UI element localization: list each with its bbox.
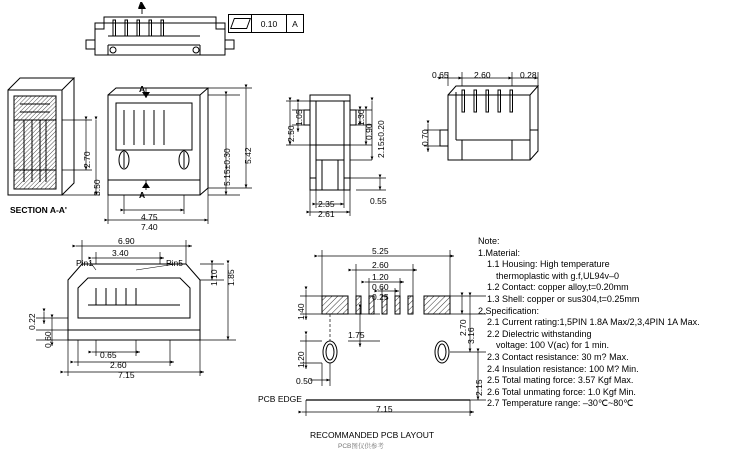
dim-1-10: 1.10 <box>209 269 219 286</box>
note-1-3: 1.3 Shell: copper or sus304,t=0.25mm <box>487 293 640 304</box>
top-view-outline <box>86 17 234 55</box>
notes-block <box>478 236 746 410</box>
dim-3-40: 3.40 <box>112 248 129 258</box>
end-view <box>440 86 538 160</box>
pcb-caption: RECOMMANDED PCB LAYOUT <box>310 430 435 440</box>
pcb-dim-2-60: 2.60 <box>372 260 389 270</box>
pcb-dim-2-70: 2.70 <box>458 319 468 336</box>
pin5-label: Pin5 <box>166 258 184 268</box>
pcb-dim-0-60: 0.60 <box>372 282 389 292</box>
dim-3-50: 3.50 <box>92 179 102 196</box>
dim-1-05: 1.05 <box>294 109 304 126</box>
dim-2-50: 2.50 <box>286 125 296 142</box>
dim-0-28: 0.28 <box>520 70 537 80</box>
datum-reference: A <box>292 18 298 29</box>
datum-a-main-top: A <box>139 84 146 94</box>
dim-2-15: 2.15±0.20 <box>376 120 386 158</box>
dim-2-60-face: 2.60 <box>110 360 127 370</box>
dim-0-65-face: 0.65 <box>100 350 117 360</box>
dim-0-65: 0.65 <box>432 70 449 80</box>
datum-a-main-bottom: A <box>139 190 146 200</box>
note-2-4: 2.4 Insulation resistance: 100 M? Min. <box>487 363 639 374</box>
tolerance-value: 0.10 <box>252 15 287 32</box>
note-2-5: 2.5 Total mating force: 3.57 Kgf Max. <box>487 375 634 386</box>
note-2-6: 2.6 Total unmating force: 1.0 Kgf Min. <box>487 386 636 397</box>
note-2-1: 2.1 Current rating:1,5PIN 1.8A Max/2,3,4PIN 1A Max. <box>487 317 700 328</box>
dim-0-90: 0.90 <box>364 123 374 140</box>
note-2-2-cont: voltage: 100 V(ac) for 1 min. <box>496 340 610 351</box>
dim-2-61: 2.61 <box>318 209 335 219</box>
notes-heading: Note: <box>478 236 500 246</box>
dim-0-60: 0.60 <box>43 331 53 348</box>
dim-7-15-face: 7.15 <box>118 370 135 380</box>
note-1-1: 1.1 Housing: High temperature <box>487 259 610 270</box>
pin1-label: Pin1 <box>76 258 94 268</box>
note-2-2: 2.2 Dielectric withstanding <box>487 328 592 339</box>
pcb-dim-1-20: 1.20 <box>372 272 389 282</box>
pcb-dim-1-75: 1.75 <box>348 330 365 340</box>
pcb-dim-3-16: 3.16 <box>466 327 476 344</box>
dim-2-60-end: 2.60 <box>474 70 491 80</box>
dim-7-40: 7.40 <box>141 222 158 232</box>
pcb-dim-1-20b: 1.20 <box>296 351 306 368</box>
feature-control-frame <box>228 14 304 33</box>
connector-face-dims <box>36 240 236 376</box>
dim-2-70: 2.70 <box>82 151 92 168</box>
dim-2-35: 2.35 <box>318 199 335 209</box>
note-2-specification: 2.Specification: <box>478 305 540 316</box>
note-1-2: 1.2 Contact: copper alloy,t=0.20mm <box>487 282 629 293</box>
dim-0-55: 0.55 <box>370 196 387 206</box>
pcb-dim-1-40: 1.40 <box>296 303 306 320</box>
pcb-dim-0-50: 0.50 <box>296 376 313 386</box>
pcb-subcaption: PCB图仅供参考 <box>338 443 384 450</box>
pcb-dim-7-15: 7.15 <box>376 404 393 414</box>
section-aa-view <box>8 78 74 195</box>
dim-5-42: 5.42 <box>243 147 253 164</box>
note-2-7: 2.7 Temperature range: –30℃~80℃ <box>487 398 634 409</box>
pcb-dim-2-15: 2.15 <box>474 379 484 396</box>
note-1-1-cont: thermoplastic with g.f,UL94v–0 <box>496 270 620 281</box>
note-2-3: 2.3 Contact resistance: 30 m? Max. <box>487 351 629 362</box>
main-front-view <box>108 88 208 195</box>
dim-4-75: 4.75 <box>141 212 158 222</box>
pcb-edge-label: PCB EDGE <box>258 394 302 404</box>
flatness-symbol-icon <box>229 15 252 32</box>
pcb-layout-view <box>306 296 470 400</box>
dim-1-30: 1.30 <box>356 109 366 126</box>
note-1-material: 1.Material: <box>478 247 521 258</box>
dim-6-90: 6.90 <box>118 236 135 246</box>
section-label: SECTION A-A' <box>10 205 67 215</box>
dim-1-85: 1.85 <box>226 269 236 286</box>
connector-face-view <box>68 264 200 340</box>
datum-a-top: A <box>138 0 145 10</box>
dim-5-15: 5.15±0.30 <box>222 148 232 186</box>
dim-0-22: 0.22 <box>27 313 37 330</box>
profile-view <box>304 95 356 190</box>
pcb-dim-0-25: 0.25 <box>372 292 389 302</box>
dim-0-70: 0.70 <box>420 129 430 146</box>
pcb-dim-5-25: 5.25 <box>372 246 389 256</box>
